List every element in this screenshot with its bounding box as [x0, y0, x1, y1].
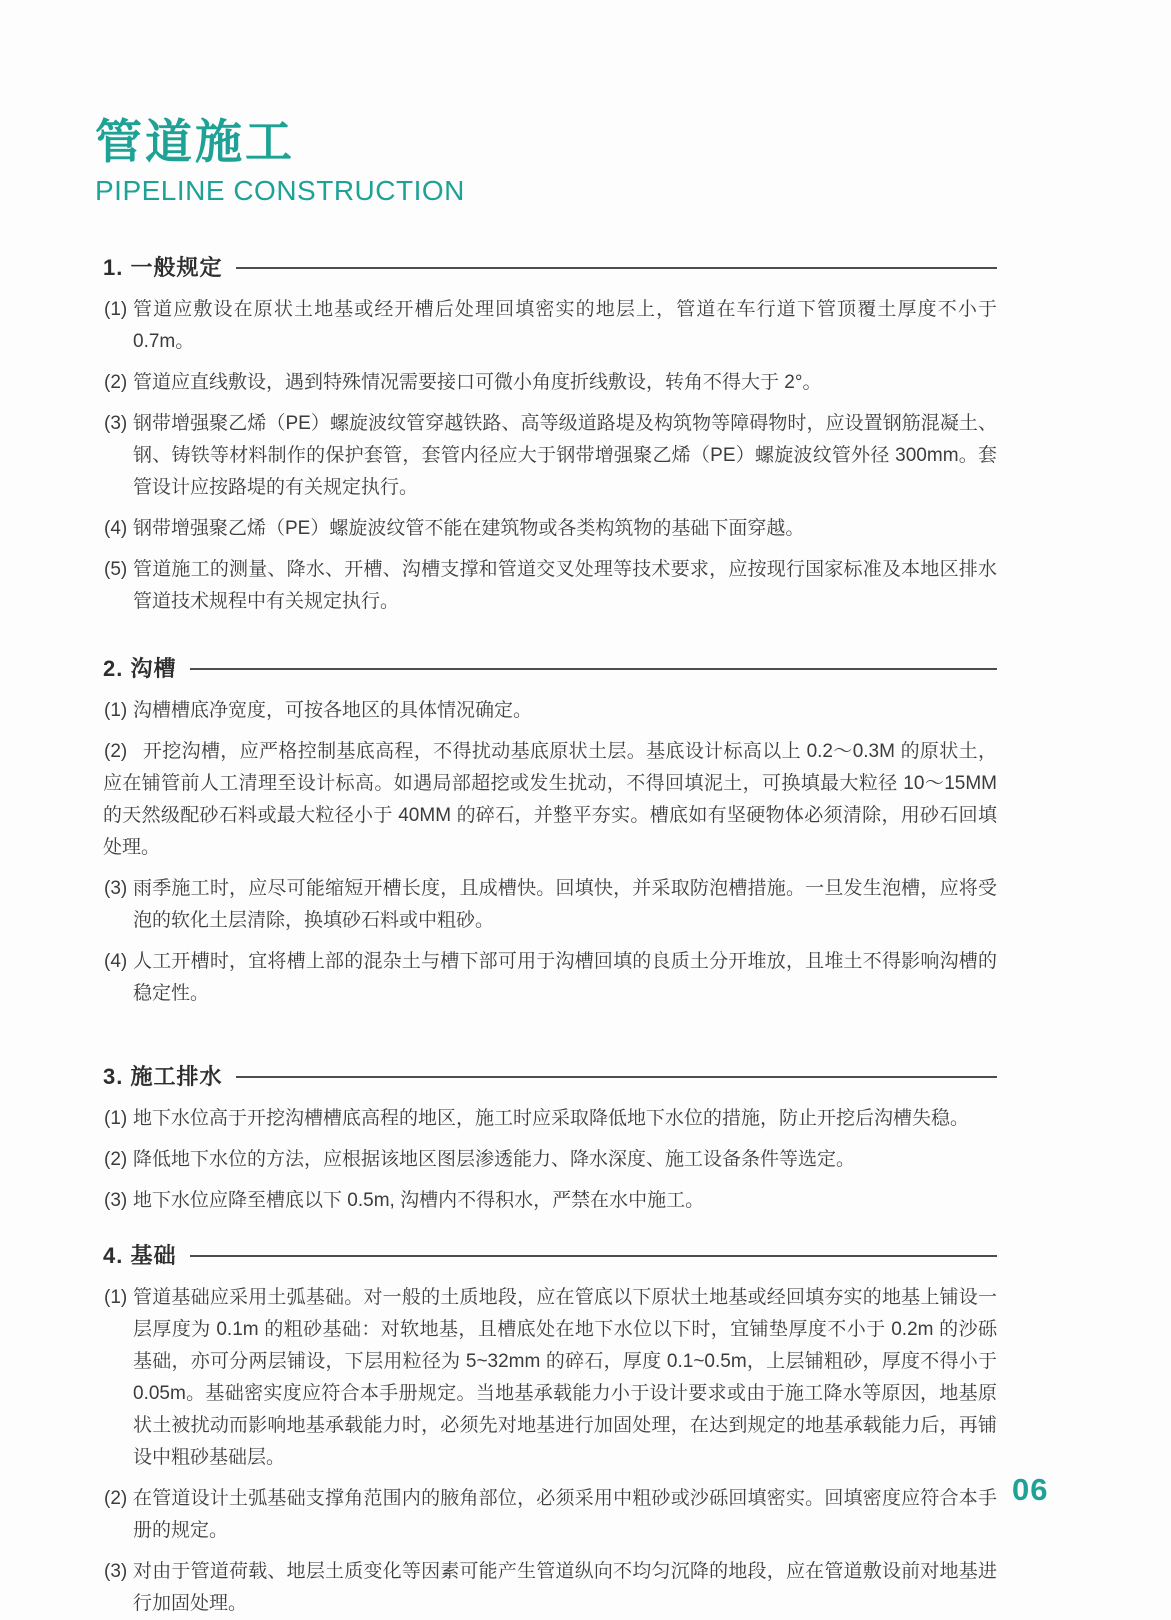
- section-heading-row: [103, 1060, 997, 1091]
- item-text: 地下水位应降至槽底以下 0.5m, 沟槽内不得积水，严禁在水中施工。: [133, 1190, 705, 1211]
- list-item: [103, 736, 997, 864]
- list-item: [103, 1282, 997, 1474]
- item-marker: (1): [104, 700, 128, 721]
- item-marker: (1): [104, 1108, 128, 1129]
- section-trench: [103, 652, 997, 1010]
- list-item: [103, 367, 997, 399]
- item-text: 开挖沟槽，应严格控制基底高程，不得扰动基底原状土层。基底设计标高以上 0.2～0.3M 的原状土，应在铺管前人工清理至设计标高。如遇局部超挖或发生扰动，不得回填泥土，可换填最大粒径 10～15MM 的天然级配砂石料或最大粒径小于 40MM 的碎石，并整平夯实。槽底如有坚硬物体必须清除，用砂石回填处理。: [103, 741, 997, 858]
- item-marker: (2): [104, 741, 128, 762]
- item-marker: (2): [104, 372, 128, 393]
- item-marker: (4): [104, 951, 128, 972]
- title-block: [95, 116, 465, 207]
- list-item: [103, 513, 997, 545]
- item-text: 人工开槽时，宜将槽上部的混杂土与槽下部可用于沟槽回填的良质土分开堆放，且堆土不得影响沟槽的稳定性。: [133, 951, 997, 1004]
- item-text: 降低地下水位的方法，应根据该地区图层渗透能力、降水深度、施工设备条件等选定。: [133, 1149, 856, 1170]
- list-item: [103, 1556, 997, 1620]
- section-items: [103, 294, 997, 618]
- item-text: 管道施工的测量、降水、开槽、沟槽支撑和管道交叉处理等技术要求，应按现行国家标准及本地区排水管道技术规程中有关规定执行。: [133, 559, 997, 612]
- item-marker: (1): [104, 299, 128, 320]
- section-heading: 1. 一般规定: [103, 255, 223, 280]
- item-marker: (2): [104, 1149, 128, 1170]
- item-text: 管道应直线敷设，遇到特殊情况需要接口可微小角度折线敷设，转角不得大于 2°。: [133, 372, 822, 393]
- list-item: [103, 554, 997, 618]
- item-text: 雨季施工时，应尽可能缩短开槽长度，且成槽快。回填快，并采取防泡槽措施。一旦发生泡槽，应将受泡的软化土层清除，换填砂石料或中粗砂。: [133, 878, 997, 931]
- item-marker: (5): [104, 559, 128, 580]
- section-general-rules: [103, 251, 997, 618]
- page-title: 管道施工: [95, 115, 295, 168]
- section-heading-row: [103, 652, 997, 683]
- section-heading-row: [103, 1239, 997, 1270]
- heading-rule: [190, 668, 997, 670]
- section-heading: 4. 基础: [103, 1243, 177, 1268]
- item-text: 地下水位高于开挖沟槽槽底高程的地区，施工时应采取降低地下水位的措施，防止开挖后沟槽失稳。: [133, 1108, 970, 1129]
- item-marker: (2): [104, 1488, 128, 1509]
- item-text: 在管道设计土弧基础支撑角范围内的腋角部位，必须采用中粗砂或沙砾回填密实。回填密度应符合本手册的规定。: [133, 1488, 997, 1541]
- item-text: 沟槽槽底净宽度，可按各地区的具体情况确定。: [133, 700, 533, 721]
- item-text: 管道基础应采用土弧基础。对一般的土质地段，应在管底以下原状土地基或经回填夯实的地基上铺设一层厚度为 0.1m 的粗砂基础：对软地基，且槽底处在地下水位以下时，宜铺垫厚度不小于 0.2m 的沙砾基础，亦可分两层铺设，下层用粒径为 5~32mm 的碎石，厚度 0.1~0.5m，上层铺粗砂，厚度不得小于 0.05m。基础密实度应符合本手册规定。当地基承载能力小于设计要求或由于施工降水等原因，地基原状土被扰动而影响地基承载能力时，必须先对地基进行加固处理，在达到规定的地基承载能力后，再铺设中粗砂基础层。: [133, 1287, 997, 1468]
- list-item: [103, 1483, 997, 1547]
- item-text: 对由于管道荷载、地层土质变化等因素可能产生管道纵向不均匀沉降的地段，应在管道敷设前对地基进行加固处理。: [133, 1561, 997, 1614]
- section-heading: 2. 沟槽: [103, 656, 177, 681]
- section-construction-drainage: [103, 1060, 997, 1217]
- item-text: 钢带增强聚乙烯（PE）螺旋波纹管不能在建筑物或各类构筑物的基础下面穿越。: [133, 518, 805, 539]
- list-item: [103, 294, 997, 358]
- item-marker: (1): [104, 1287, 128, 1308]
- content-column: [103, 243, 997, 1620]
- heading-rule: [190, 1255, 997, 1257]
- list-item: [103, 1185, 997, 1217]
- item-marker: (4): [104, 518, 128, 539]
- list-item: [103, 1103, 997, 1135]
- section-heading: 3. 施工排水: [103, 1064, 223, 1089]
- section-foundation: [103, 1239, 997, 1620]
- section-items: [103, 695, 997, 1010]
- heading-rule: [236, 267, 997, 269]
- item-marker: (3): [104, 1561, 128, 1582]
- item-marker: (3): [104, 1190, 128, 1211]
- section-items: [103, 1103, 997, 1217]
- list-item: [103, 1144, 997, 1176]
- item-marker: (3): [104, 878, 128, 899]
- item-marker: (3): [104, 413, 128, 434]
- page-number: 06: [1012, 1472, 1049, 1507]
- page-subtitle: PIPELINE CONSTRUCTION: [95, 174, 465, 206]
- list-item: [103, 408, 997, 504]
- section-items: [103, 1282, 997, 1620]
- list-item: [103, 873, 997, 937]
- list-item: [103, 695, 997, 727]
- list-item: [103, 946, 997, 1010]
- item-text: 钢带增强聚乙烯（PE）螺旋波纹管穿越铁路、高等级道路堤及构筑物等障碍物时，应设置钢筋混凝土、钢、铸铁等材料制作的保护套管，套管内径应大于钢带增强聚乙烯（PE）螺旋波纹管外径 300mm。套管设计应按路堤的有关规定执行。: [133, 413, 997, 498]
- section-heading-row: [103, 251, 997, 282]
- heading-rule: [236, 1076, 997, 1078]
- item-text: 管道应敷设在原状土地基或经开槽后处理回填密实的地层上，管道在车行道下管顶覆土厚度不小于 0.7m。: [133, 299, 997, 352]
